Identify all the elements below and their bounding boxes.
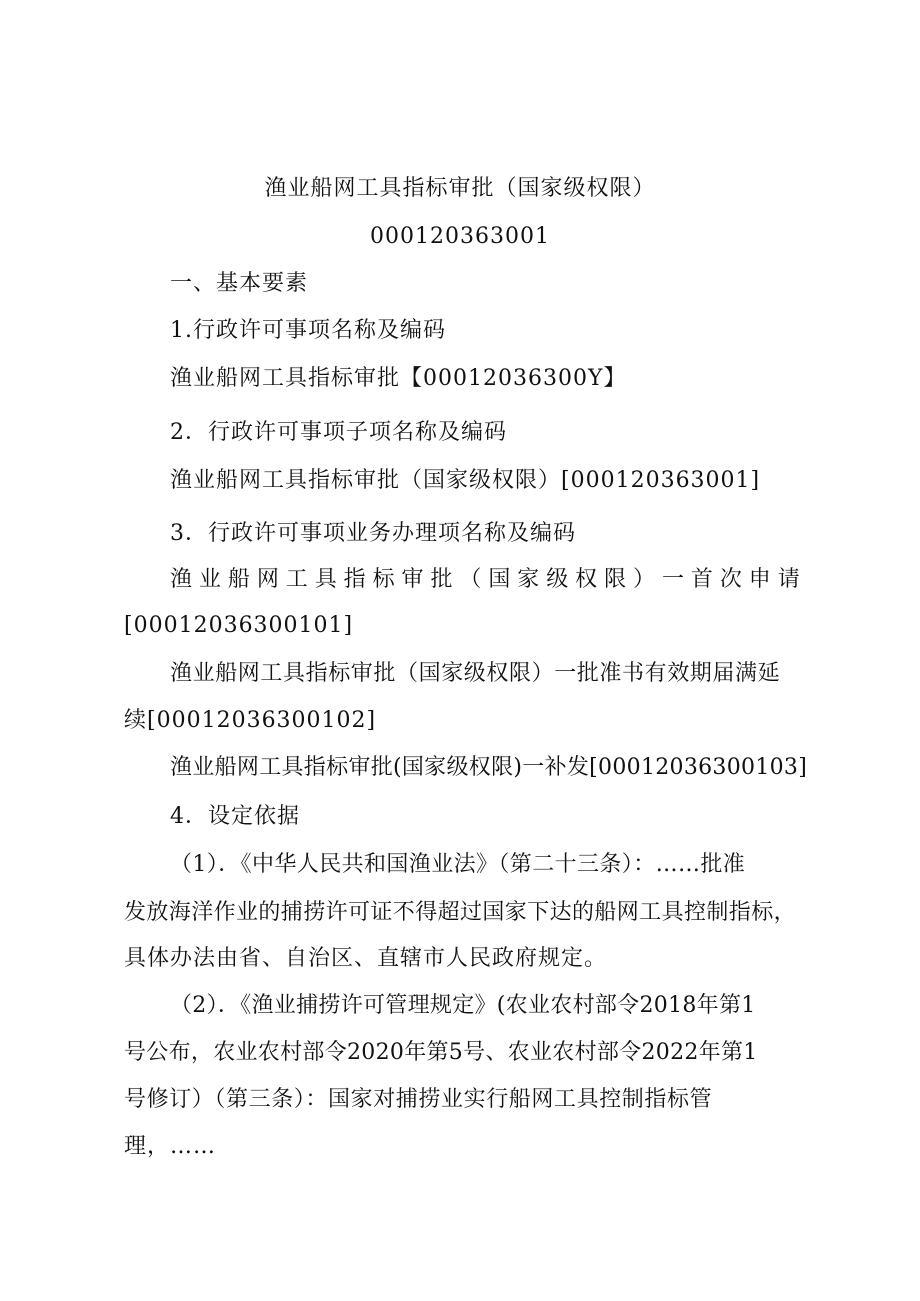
- item3-entry2-line2: 续[00012036300102]: [124, 708, 377, 733]
- item3-entry1-line2: [00012036300101]: [124, 613, 354, 638]
- basis2-line1: （2）．《渔业捕捞许可管理规定》(农业农村部令2018年第1: [170, 993, 756, 1018]
- basis1-line1: （1）．《中华人民共和国渔业法》（第二十三条）：……批准: [170, 852, 746, 877]
- item4-heading: 4．设定依据: [170, 804, 300, 829]
- document-title: 渔业船网工具指标审批（国家级权限）: [264, 176, 656, 201]
- item3-heading: 3．行政许可事项业务办理项名称及编码: [170, 521, 576, 546]
- item3-entry1-line1: 渔 业 船 网 工 具 指 标 审 批 （ 国 家 级 权 限 ） 一 首 次 申 请: [170, 567, 800, 592]
- basis2-line2: 号公布，农业农村部令2020年第5号、农业农村部令2022年第1: [124, 1040, 758, 1065]
- basis2-line3: 号修订）（第三条）：国家对捕捞业实行船网工具控制指标管: [124, 1087, 713, 1112]
- document-code: 000120363001: [370, 224, 550, 249]
- section-heading-basic-elements: 一、基本要素: [170, 271, 309, 296]
- item1-value: 渔业船网工具指标审批【00012036300Y】: [170, 366, 627, 391]
- basis1-line3: 具体办法由省、自治区、直辖市人民政府规定。: [124, 946, 608, 971]
- item2-value: 渔业船网工具指标审批（国家级权限）[000120363001]: [170, 468, 761, 493]
- item3-entry3-line1: 渔业船网工具指标审批(国家级权限)一补发[00012036300103]: [170, 755, 808, 780]
- item1-heading: 1.行政许可事项名称及编码: [170, 318, 446, 343]
- item2-heading: 2．行政许可事项子项名称及编码: [170, 420, 507, 445]
- basis2-line4: 理，……: [124, 1134, 217, 1159]
- basis1-line2: 发放海洋作业的捕捞许可证不得超过国家下达的船网工具控制指标，: [124, 900, 797, 925]
- item3-entry2-line1: 渔业船网工具指标审批（国家级权限）一批准书有效期届满延: [170, 661, 781, 686]
